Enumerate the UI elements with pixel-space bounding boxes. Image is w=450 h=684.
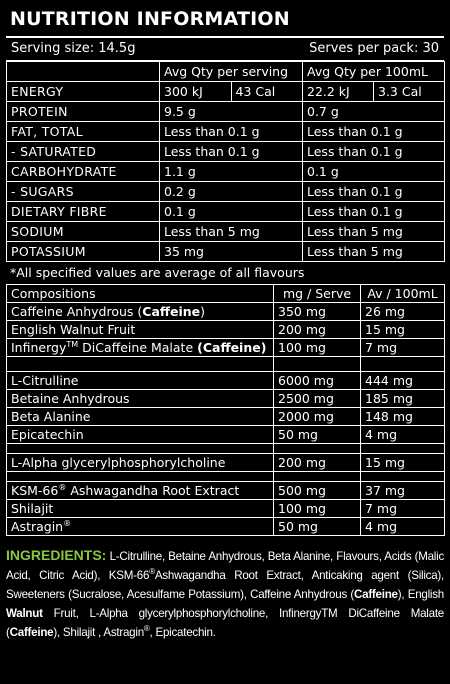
ingredients-part: ), English (397, 588, 445, 601)
composition-name (7, 339, 274, 357)
composition-name (7, 500, 274, 518)
composition-per100: 7 mg (361, 500, 445, 518)
composition-per100: 37 mg (361, 482, 445, 500)
composition-table (6, 284, 445, 536)
ingredients-bold: Caffeine (354, 588, 398, 601)
composition-name (7, 426, 274, 444)
ingredients-part: Ashwagandha Root Extract, Anticaking agent (Silica), Sweeteners (Sucralose, Acesulfame Potassium), Caffeine Anhydrous ( (6, 569, 444, 601)
serving-size: Serving size: 14.5g (11, 41, 136, 56)
composition-serve: 200 mg (274, 321, 361, 339)
ingredients-part: L-Citrulline, Betaine Anhydrous, Beta Alanine, Flavours, Acids (Malic Acid, Citric Acid), KSM-66 (6, 550, 444, 582)
nutrition-header-serving: Avg Qty per serving (160, 62, 303, 82)
nutrient-serving-cell (160, 82, 303, 102)
panel-title: NUTRITION INFORMATION (10, 8, 290, 30)
composition-per100: 4 mg (361, 426, 445, 444)
nutrition-row (7, 162, 445, 182)
composition-spacer-cell (7, 472, 274, 482)
nutrient-label: FAT, TOTAL (7, 122, 160, 142)
composition-spacer-cell (7, 357, 274, 372)
composition-name-text: Caffeine Anhydrous ( (11, 304, 143, 319)
ingredients-part: , Epicatechin. (149, 626, 216, 639)
nutrient-label: PROTEIN (7, 102, 160, 122)
composition-header-serve: mg / Serve (274, 285, 361, 303)
ingredients-bold: Caffeine (9, 626, 54, 639)
composition-per100: 7 mg (361, 339, 445, 357)
composition-serve: 2500 mg (274, 390, 361, 408)
nutrient-label: CARBOHYDRATE (7, 162, 160, 182)
trademark-mark: TM (66, 339, 79, 349)
composition-spacer-cell (361, 444, 445, 454)
ingredients-text (6, 546, 444, 642)
nutrient-label: POTASSIUM (7, 242, 160, 262)
composition-name-text: Betaine Anhydrous (11, 391, 130, 406)
nutrient-per100-cal: 3.3 Cal (373, 82, 444, 101)
composition-name (7, 303, 274, 321)
nutrition-header-blank (7, 62, 160, 82)
composition-header-row (7, 285, 445, 303)
nutrient-label: - SATURATED (7, 142, 160, 162)
nutrition-row (7, 182, 445, 202)
nutrient-per100: Less than 0.1 g (303, 142, 445, 162)
composition-spacer-cell (7, 444, 274, 454)
composition-spacer-cell (274, 357, 361, 372)
composition-serve: 100 mg (274, 339, 361, 357)
nutrition-row (7, 222, 445, 242)
nutrient-serving: Less than 0.1 g (160, 142, 303, 162)
composition-per100: 26 mg (361, 303, 445, 321)
nutrition-row (7, 242, 445, 262)
composition-row (7, 390, 445, 408)
nutrient-serving: 0.2 g (160, 182, 303, 202)
composition-name (7, 454, 274, 472)
nutrition-table (6, 61, 445, 262)
nutrient-per100: Less than 5 mg (303, 242, 445, 262)
ingredients-sup: ® (149, 567, 155, 577)
composition-name-text: English Walnut Fruit (11, 322, 136, 337)
nutrition-header-per100: Avg Qty per 100mL (303, 62, 445, 82)
composition-row (7, 408, 445, 426)
composition-per100: 15 mg (361, 321, 445, 339)
composition-name (7, 321, 274, 339)
composition-spacer-cell (361, 472, 445, 482)
composition-spacer-cell (274, 472, 361, 482)
composition-name-text: Ashwagandha Root Extract (66, 483, 240, 498)
nutrient-serving: 35 mg (160, 242, 303, 262)
composition-row (7, 339, 445, 357)
nutrient-per100: Less than 0.1 g (303, 122, 445, 142)
composition-serve: 6000 mg (274, 372, 361, 390)
nutrient-label: - SUGARS (7, 182, 160, 202)
nutrient-serving: 1.1 g (160, 162, 303, 182)
nutrition-header-row (7, 62, 445, 82)
nutrient-label: ENERGY (7, 82, 160, 102)
composition-name-text: Infinergy (11, 340, 67, 355)
nutrient-label: SODIUM (7, 222, 160, 242)
composition-per100: 15 mg (361, 454, 445, 472)
nutrient-serving: 9.5 g (160, 102, 303, 122)
serves-per-pack: Serves per pack: 30 (309, 41, 439, 56)
nutrient-per100: 0.7 g (303, 102, 445, 122)
composition-per100: 148 mg (361, 408, 445, 426)
nutrient-serving: 0.1 g (160, 202, 303, 222)
composition-name (7, 390, 274, 408)
nutrition-row (7, 102, 445, 122)
nutrient-per100: 0.1 g (303, 162, 445, 182)
composition-serve: 100 mg (274, 500, 361, 518)
composition-row (7, 482, 445, 500)
composition-serve: 350 mg (274, 303, 361, 321)
trademark-mark: ® (63, 518, 72, 528)
composition-per100: 4 mg (361, 518, 445, 536)
composition-name-text: DiCaffeine Malate (78, 340, 198, 355)
composition-row (7, 426, 445, 444)
nutrient-per100: Less than 0.1 g (303, 202, 445, 222)
flavour-note: *All specified values are average of all flavours (10, 265, 305, 280)
composition-name-text: Beta Alanine (11, 409, 91, 424)
composition-name-text: L-Citrulline (11, 373, 79, 388)
trademark-mark: ® (58, 482, 67, 492)
caffeine-highlight: (Caffeine) (197, 340, 267, 355)
composition-spacer-row (7, 472, 445, 482)
nutrient-serving-kj: 300 kJ (164, 84, 203, 99)
composition-row (7, 303, 445, 321)
composition-name-text: ) (200, 304, 206, 319)
nutrition-row (7, 82, 445, 102)
serving-info (6, 36, 444, 61)
composition-row (7, 454, 445, 472)
nutrition-row (7, 202, 445, 222)
composition-spacer-cell (274, 444, 361, 454)
ingredients-sup: ® (143, 624, 150, 634)
nutrient-per100: Less than 5 mg (303, 222, 445, 242)
nutrient-serving: Less than 5 mg (160, 222, 303, 242)
nutrition-row (7, 142, 445, 162)
composition-name (7, 482, 274, 500)
composition-row (7, 500, 445, 518)
nutrient-serving: Less than 0.1 g (160, 122, 303, 142)
composition-serve: 500 mg (274, 482, 361, 500)
nutrient-per100-kj: 22.2 kJ (307, 84, 350, 99)
nutrient-per100-cell (303, 82, 445, 102)
composition-name (7, 408, 274, 426)
composition-per100: 185 mg (361, 390, 445, 408)
composition-row (7, 518, 445, 536)
composition-row (7, 372, 445, 390)
composition-header-per100: Av / 100mL (361, 285, 445, 303)
composition-spacer-row (7, 357, 445, 372)
composition-name-text: Astragin (11, 519, 64, 534)
composition-row (7, 321, 445, 339)
caffeine-highlight: Caffeine (142, 304, 201, 319)
composition-spacer-cell (361, 357, 445, 372)
ingredients-part: Fruit, L-Alpha glycerylphosphorylcholine, InfinergyTM DiCaffeine Malate ( (6, 607, 444, 639)
composition-name-text: Epicatechin (11, 427, 84, 442)
composition-serve: 200 mg (274, 454, 361, 472)
nutrition-row (7, 122, 445, 142)
composition-serve: 50 mg (274, 518, 361, 536)
composition-header-name: Compositions (7, 285, 274, 303)
ingredients-part: ), Shilajit , Astragin (53, 626, 144, 639)
composition-name-text: KSM-66 (11, 483, 59, 498)
nutrient-label: DIETARY FIBRE (7, 202, 160, 222)
ingredients-heading: INGREDIENTS: (6, 547, 107, 563)
nutrient-serving-cal: 43 Cal (231, 82, 303, 101)
composition-serve: 50 mg (274, 426, 361, 444)
composition-serve: 2000 mg (274, 408, 361, 426)
composition-spacer-row (7, 444, 445, 454)
composition-name (7, 518, 274, 536)
composition-name-text: Shilajit (11, 501, 54, 516)
nutrient-per100: Less than 0.1 g (303, 182, 445, 202)
composition-per100: 444 mg (361, 372, 445, 390)
nutrition-panel (6, 6, 444, 678)
ingredients-bold: Walnut (6, 607, 43, 620)
composition-name (7, 372, 274, 390)
composition-name-text: L-Alpha glycerylphosphorylcholine (11, 455, 226, 470)
